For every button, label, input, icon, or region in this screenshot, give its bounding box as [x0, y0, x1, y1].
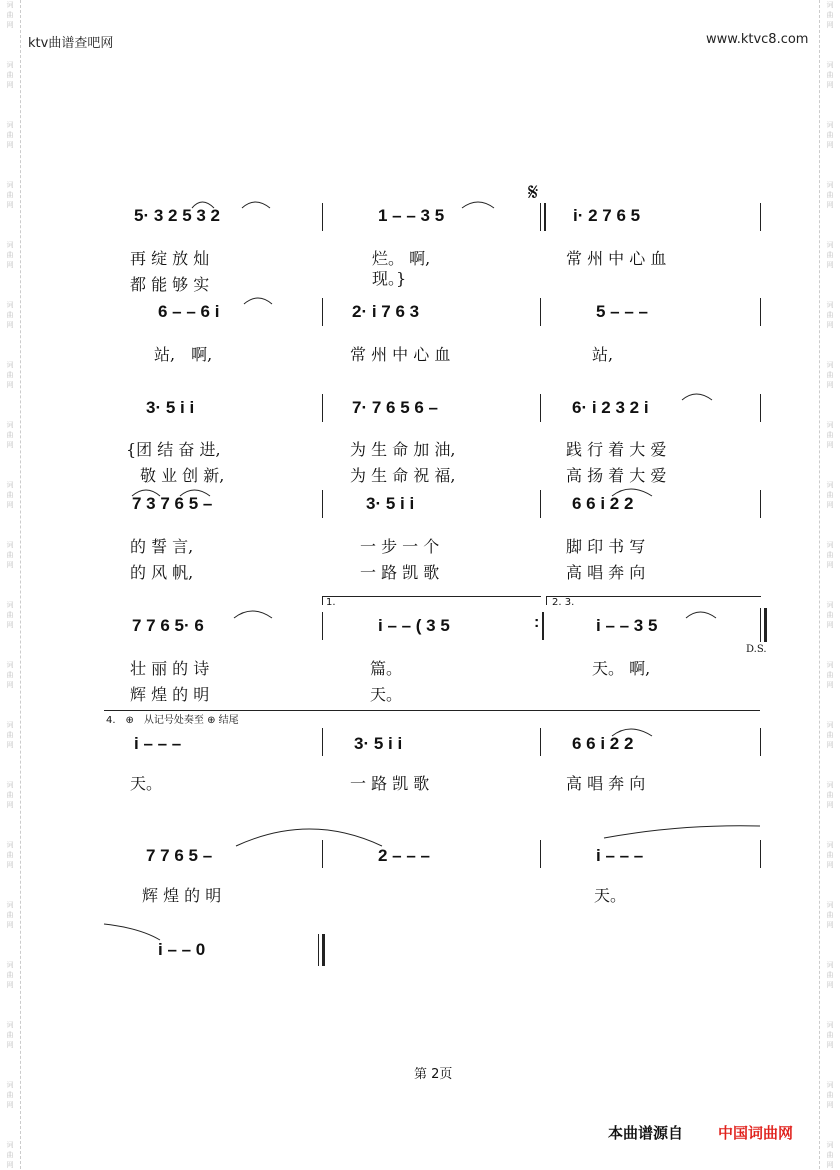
slur	[612, 489, 652, 496]
first-ending-label: 1.	[326, 597, 336, 608]
row1-lyric1-m1: 再 绽 放 灿	[130, 249, 210, 268]
row8-measure1-notes: i – – 0	[158, 940, 206, 959]
watermark-text: 词 曲 网	[6, 601, 14, 629]
row5-measure1-notes: 7 7 6 5· 6	[132, 616, 204, 635]
barline	[760, 840, 761, 868]
segno-mark: 𝄋	[528, 178, 539, 206]
watermark-text: 词 曲 网	[6, 661, 14, 689]
slur	[686, 612, 716, 618]
row6-measure1-notes: i – – –	[134, 734, 182, 753]
watermark-text: 词 曲 网	[826, 721, 834, 749]
watermark-text: 词 曲 网	[6, 781, 14, 809]
watermark-text: 词 曲 网	[826, 301, 834, 329]
slur	[682, 394, 712, 400]
row4-lyric1-m1: 的 誓 言,	[130, 537, 194, 556]
row7-measure1-notes: 7 7 6 5 –	[146, 846, 213, 865]
watermark-text: 词 曲 网	[826, 841, 834, 869]
row4-lyric2-m2: 一 路 凯 歌	[360, 563, 440, 582]
row3-lyric2-m1: 敬 业 创 新,	[140, 466, 225, 485]
row1-measure1-notes: 5· 3 2 5 3 2	[134, 206, 221, 225]
watermark-text: 词 曲 网	[826, 421, 834, 449]
row3-lyric2-m3: 高 扬 着 大 爱	[566, 466, 667, 485]
row1-measure3-notes: i· 2 7 6 5	[573, 206, 641, 225]
footer-source-label: 本曲谱源自	[608, 1124, 684, 1142]
watermark-text: 词 曲 网	[826, 361, 834, 389]
row3-measure1-notes: 3· 5 i i	[146, 398, 195, 417]
row3-lyric1-m2: 为 生 命 加 油,	[350, 440, 456, 459]
watermark-text: 词 曲 网	[826, 661, 834, 689]
row7-measure2-notes: 2 – – –	[378, 846, 430, 865]
watermark-text: 词 曲 网	[826, 181, 834, 209]
row5-lyric2-m1: 辉 煌 的 明	[130, 685, 210, 704]
watermark-text: 词 曲 网	[826, 961, 834, 989]
row6-measure2-notes: 3· 5 i i	[354, 734, 403, 753]
row3-lyric1-m3: 践 行 着 大 爱	[566, 440, 667, 459]
row5-lyric1-m2: 篇。	[370, 659, 403, 678]
header-right-site: www.ktvc8.com	[706, 32, 809, 47]
row3-lyric2-m2: 为 生 命 祝 福,	[350, 466, 456, 485]
row3-lyric1-m1: {团 结 奋 进,	[126, 440, 221, 459]
watermark-text: 词 曲 网	[826, 1021, 834, 1049]
slur	[242, 202, 270, 208]
row4-measure2-notes: 3· 5 i i	[366, 494, 415, 513]
watermark-text: 词 曲 网	[6, 1021, 14, 1049]
barline	[322, 840, 323, 868]
watermark-text: 词 曲 网	[826, 901, 834, 929]
slur-5-2	[236, 829, 382, 846]
row2-measure3-notes: 5 – – –	[596, 302, 648, 321]
barline	[540, 840, 541, 868]
row6-lyric-m2: 一 路 凯 歌	[350, 774, 430, 793]
row2-lyric-m3: 站,	[592, 345, 614, 364]
watermark-text: 词 曲 网	[6, 481, 14, 509]
watermark-text: 词 曲 网	[826, 121, 834, 149]
watermark-text: 词 曲 网	[826, 1, 834, 29]
watermark-text: 词 曲 网	[826, 61, 834, 89]
row4-measure3-notes: 6 6 i 2 2	[572, 494, 634, 513]
final-bar-thin	[318, 934, 319, 966]
repeat-dots: :	[534, 614, 540, 631]
watermark-text: 词 曲 网	[826, 241, 834, 269]
row2-lyric-m2: 常 州 中 心 血	[350, 345, 451, 364]
row1-lyric2-m1: 都 能 够 实	[130, 275, 210, 294]
row5-lyric1-m3: 天。 啊,	[592, 659, 651, 678]
row3-measure3-notes: 6· i 2 3 2 i	[572, 398, 649, 417]
watermark-text: 词 曲 网	[6, 181, 14, 209]
slur	[192, 202, 214, 208]
watermark-text: 词 曲 网	[6, 1141, 14, 1169]
row4-lyric2-m3: 高 唱 奔 向	[566, 563, 646, 582]
watermark-text: 词 曲 网	[6, 541, 14, 569]
page-number: 第 2页	[414, 1067, 453, 1082]
slur-1-end	[104, 924, 160, 940]
coda-instruction: 4. ⊕ 从记号处奏至 ⊕ 结尾	[106, 715, 239, 726]
row4-lyric1-m2: 一 步 一 个	[360, 537, 440, 556]
slur	[234, 611, 272, 618]
watermark-text: 词 曲 网	[6, 841, 14, 869]
watermark-text: 词 曲 网	[6, 421, 14, 449]
slur-1-cont	[604, 826, 760, 838]
row7-lyric-m3: 天。	[594, 886, 627, 905]
watermark-text: 词 曲 网	[6, 1081, 14, 1109]
watermark-text: 词 曲 网	[6, 901, 14, 929]
slur	[180, 490, 210, 496]
header-left-site: ktv曲谱查吧网	[28, 36, 114, 51]
row1-lyric2-m2: 现。}	[372, 269, 407, 288]
slur	[244, 298, 272, 304]
watermark-text: 词 曲 网	[826, 1081, 834, 1109]
row3-measure2-notes: 7· 7 6 5 6 –	[352, 398, 439, 417]
footer-source-site[interactable]: 中国词曲网	[718, 1124, 794, 1142]
row4-measure1-notes: 7 3 7 6 5 –	[132, 494, 213, 513]
row2-measure1-notes: 6 – – 6 i	[158, 302, 220, 321]
watermark-text: 词 曲 网	[6, 1, 14, 29]
watermark-text: 词 曲 网	[6, 241, 14, 269]
final-bar-thick	[322, 934, 325, 966]
watermark-text: 词 曲 网	[826, 1141, 834, 1169]
row4-lyric1-m3: 脚 印 书 写	[566, 537, 646, 556]
row5-measure2-notes: i – – ( 3 5	[378, 616, 450, 635]
watermark-text: 词 曲 网	[6, 361, 14, 389]
row5-lyric2-m2: 天。	[370, 685, 403, 704]
watermark-text: 词 曲 网	[6, 961, 14, 989]
row1-measure2-notes: 1 – – 3 5	[378, 206, 445, 225]
watermark-text: 词 曲 网	[826, 481, 834, 509]
watermark-text: 词 曲 网	[6, 121, 14, 149]
watermark-text: 词 曲 网	[826, 541, 834, 569]
row1-lyric1-m3: 常 州 中 心 血	[566, 249, 667, 268]
row6-lyric-m3: 高 唱 奔 向	[566, 774, 646, 793]
row6-measure3-notes: 6 6 i 2 2	[572, 734, 634, 753]
second-ending-label: 2. 3.	[552, 597, 575, 608]
row7-lyric-m1: 辉 煌 的 明	[142, 886, 222, 905]
watermark-text: 词 曲 网	[826, 781, 834, 809]
row5-measure3-notes: i – – 3 5	[596, 616, 658, 635]
row6-lyric-m1: 天。	[130, 774, 163, 793]
ds-mark: D.S.	[746, 644, 767, 655]
row7-measure3-notes: i – – –	[596, 846, 644, 865]
slur	[462, 202, 494, 208]
row1-lyric1-m2: 烂。 啊,	[372, 249, 431, 268]
slur	[612, 729, 652, 736]
row2-measure2-notes: 2· i 7 6 3	[352, 302, 420, 321]
watermark-text: 词 曲 网	[6, 721, 14, 749]
watermark-text: 词 曲 网	[6, 301, 14, 329]
row5-lyric1-m1: 壮 丽 的 诗	[130, 659, 210, 678]
watermark-text: 词 曲 网	[826, 601, 834, 629]
slur	[132, 490, 160, 496]
row2-lyric-m1: 站, 啊,	[154, 345, 213, 364]
watermark-text: 词 曲 网	[6, 61, 14, 89]
row4-lyric2-m1: 的 风 帆,	[130, 563, 194, 582]
